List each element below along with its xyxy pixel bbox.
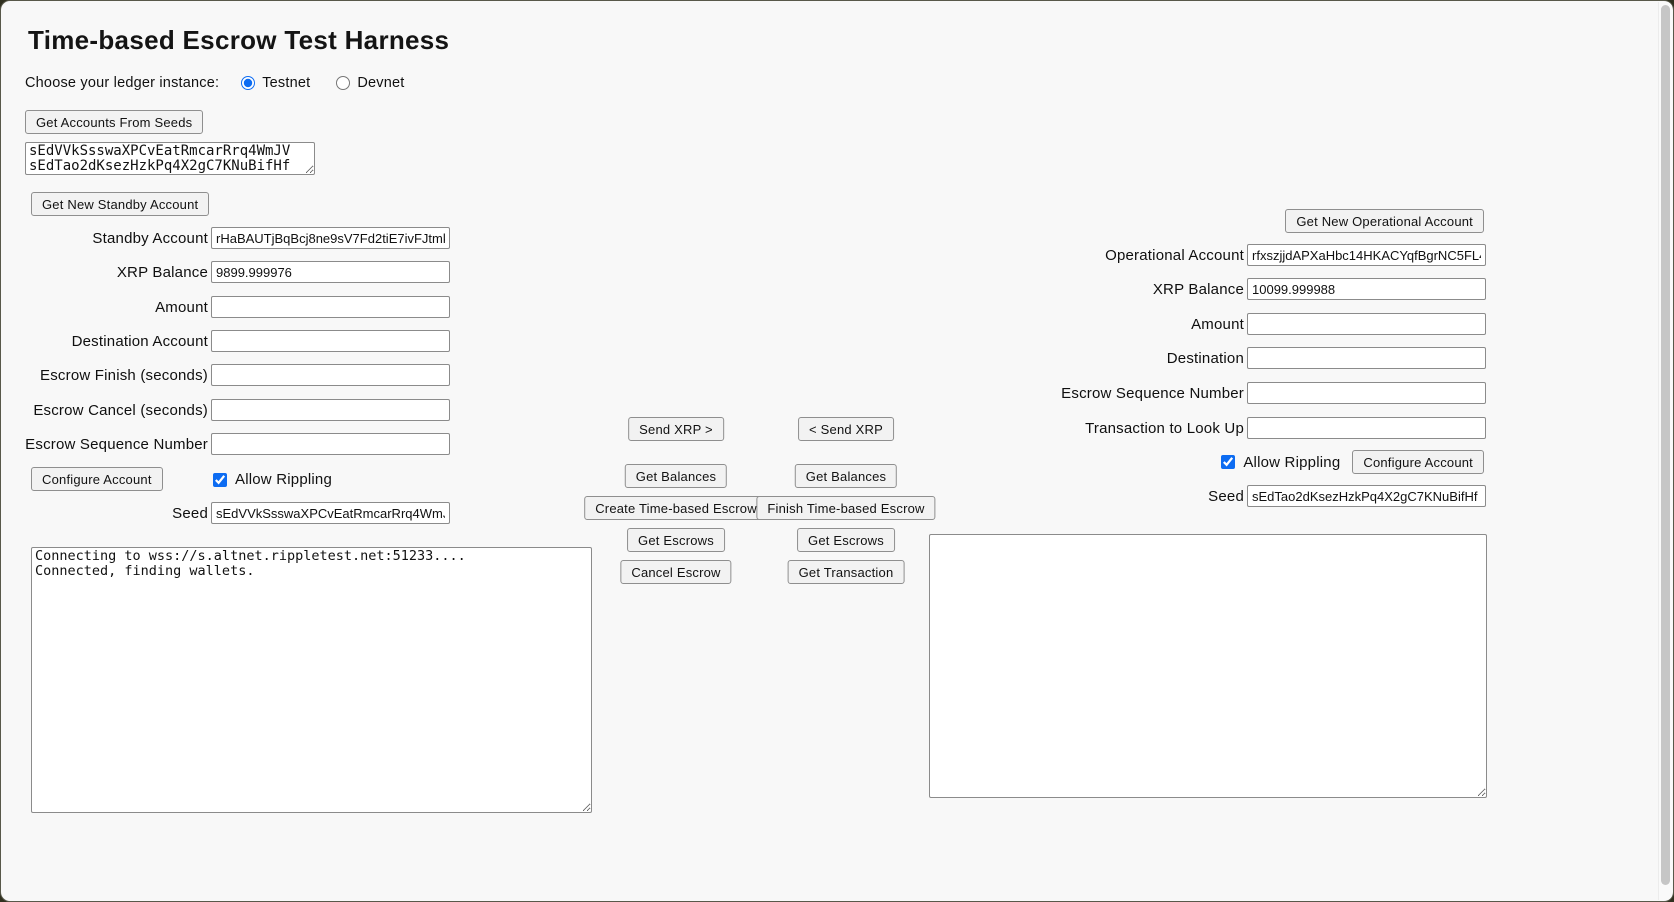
operational-destination-input[interactable] [1247, 347, 1486, 369]
standby-escrow-sequence-number-label: Escrow Sequence Number [25, 435, 208, 453]
page-title: Time-based Escrow Test Harness [28, 25, 450, 55]
standby-amount-row [25, 296, 450, 318]
standby-results-textarea[interactable] [31, 547, 592, 813]
operational-account-label: Operational Account [1105, 246, 1244, 264]
operational-seed-label: Seed [1208, 487, 1244, 505]
devnet-option [336, 75, 404, 91]
get-accounts-from-seeds-button[interactable]: Get Accounts From Seeds [25, 110, 203, 134]
operational-xrp-balance-label: XRP Balance [1152, 280, 1244, 298]
get-new-operational-account-button[interactable]: Get New Operational Account [1285, 209, 1484, 233]
operational-amount-input[interactable] [1247, 313, 1486, 335]
operational-xrp-balance-row [1061, 278, 1486, 300]
standby-amount-label: Amount [155, 298, 208, 316]
operational-escrow-sequence-number-row [1061, 382, 1486, 404]
operational-allow-rippling-label: Allow Rippling [1243, 453, 1341, 471]
operational-amount-label: Amount [1191, 315, 1244, 333]
standby-destination-account-input[interactable] [211, 330, 450, 352]
standby-get-balances-button[interactable]: Get Balances [625, 464, 727, 488]
operational-xrp-balance-input[interactable] [1247, 278, 1486, 300]
standby-allow-rippling [213, 471, 332, 488]
operational-get-balances-button[interactable]: Get Balances [795, 464, 897, 488]
operational-configure-account-button[interactable]: Configure Account [1352, 450, 1484, 474]
operational-escrow-sequence-number-label: Escrow Sequence Number [1061, 384, 1244, 402]
operational-amount-row [1061, 313, 1486, 335]
standby-seed-row [25, 502, 450, 524]
devnet-label: Devnet [357, 75, 405, 91]
page-scrollbar-thumb[interactable] [1661, 5, 1670, 885]
standby-configure-account-button[interactable]: Configure Account [31, 467, 163, 491]
operational-account-input[interactable] [1247, 244, 1486, 266]
ledger-instance-label: Choose your ledger instance: [25, 75, 220, 91]
standby-escrow-cancel-label: Escrow Cancel (seconds) [33, 401, 208, 419]
standby-get-escrows-button[interactable]: Get Escrows [627, 528, 725, 552]
create-time-based-escrow-button[interactable]: Create Time-based Escrow [584, 496, 768, 520]
standby-destination-account-label: Destination Account [71, 332, 208, 350]
send-xrp-to-operational-button[interactable]: Send XRP > [628, 417, 724, 441]
standby-allow-rippling-label: Allow Rippling [235, 471, 333, 488]
operational-allow-rippling-checkbox[interactable] [1221, 455, 1235, 469]
operational-results-textarea[interactable] [929, 534, 1487, 798]
standby-account-input[interactable] [211, 227, 450, 249]
ledger-instance-chooser [25, 73, 405, 93]
transaction-to-look-up-row [1061, 417, 1486, 439]
standby-xrp-balance-input[interactable] [211, 261, 450, 283]
page-scrollbar[interactable] [1658, 2, 1672, 900]
standby-seed-label: Seed [172, 504, 208, 522]
standby-escrow-finish-row [25, 364, 450, 386]
operational-destination-label: Destination [1166, 349, 1244, 367]
standby-escrow-sequence-number-row [25, 433, 450, 455]
testnet-radio[interactable] [241, 76, 255, 90]
standby-seed-input[interactable] [211, 502, 450, 524]
get-new-standby-account-button[interactable]: Get New Standby Account [31, 192, 209, 216]
operational-account-row [1061, 244, 1486, 266]
testnet-label: Testnet [262, 75, 311, 91]
operational-get-escrows-button[interactable]: Get Escrows [797, 528, 895, 552]
get-transaction-button[interactable]: Get Transaction [788, 560, 905, 584]
operational-seed-input[interactable] [1247, 485, 1486, 507]
standby-escrow-finish-label: Escrow Finish (seconds) [40, 366, 208, 384]
transaction-to-look-up-label: Transaction to Look Up [1085, 419, 1244, 437]
operational-escrow-sequence-number-input[interactable] [1247, 382, 1486, 404]
standby-escrow-finish-input[interactable] [211, 364, 450, 386]
finish-time-based-escrow-button[interactable]: Finish Time-based Escrow [756, 496, 935, 520]
standby-account-label: Standby Account [92, 229, 208, 247]
cancel-escrow-button[interactable]: Cancel Escrow [620, 560, 731, 584]
devnet-radio[interactable] [336, 76, 350, 90]
standby-account-row [25, 227, 450, 249]
testnet-option [241, 75, 310, 91]
operational-seed-row [1061, 485, 1486, 507]
transaction-to-look-up-input[interactable] [1247, 417, 1486, 439]
standby-escrow-sequence-number-input[interactable] [211, 433, 450, 455]
standby-destination-account-row [25, 330, 450, 352]
send-xrp-to-standby-button[interactable]: < Send XRP [798, 417, 894, 441]
standby-allow-rippling-checkbox[interactable] [213, 473, 227, 487]
seeds-textarea[interactable] [25, 142, 315, 175]
standby-escrow-cancel-input[interactable] [211, 399, 450, 421]
standby-xrp-balance-row [25, 261, 450, 283]
operational-destination-row [1061, 347, 1486, 369]
operational-allow-rippling [1221, 450, 1484, 474]
standby-amount-input[interactable] [211, 296, 450, 318]
standby-escrow-cancel-row [25, 399, 450, 421]
standby-xrp-balance-label: XRP Balance [116, 263, 208, 281]
